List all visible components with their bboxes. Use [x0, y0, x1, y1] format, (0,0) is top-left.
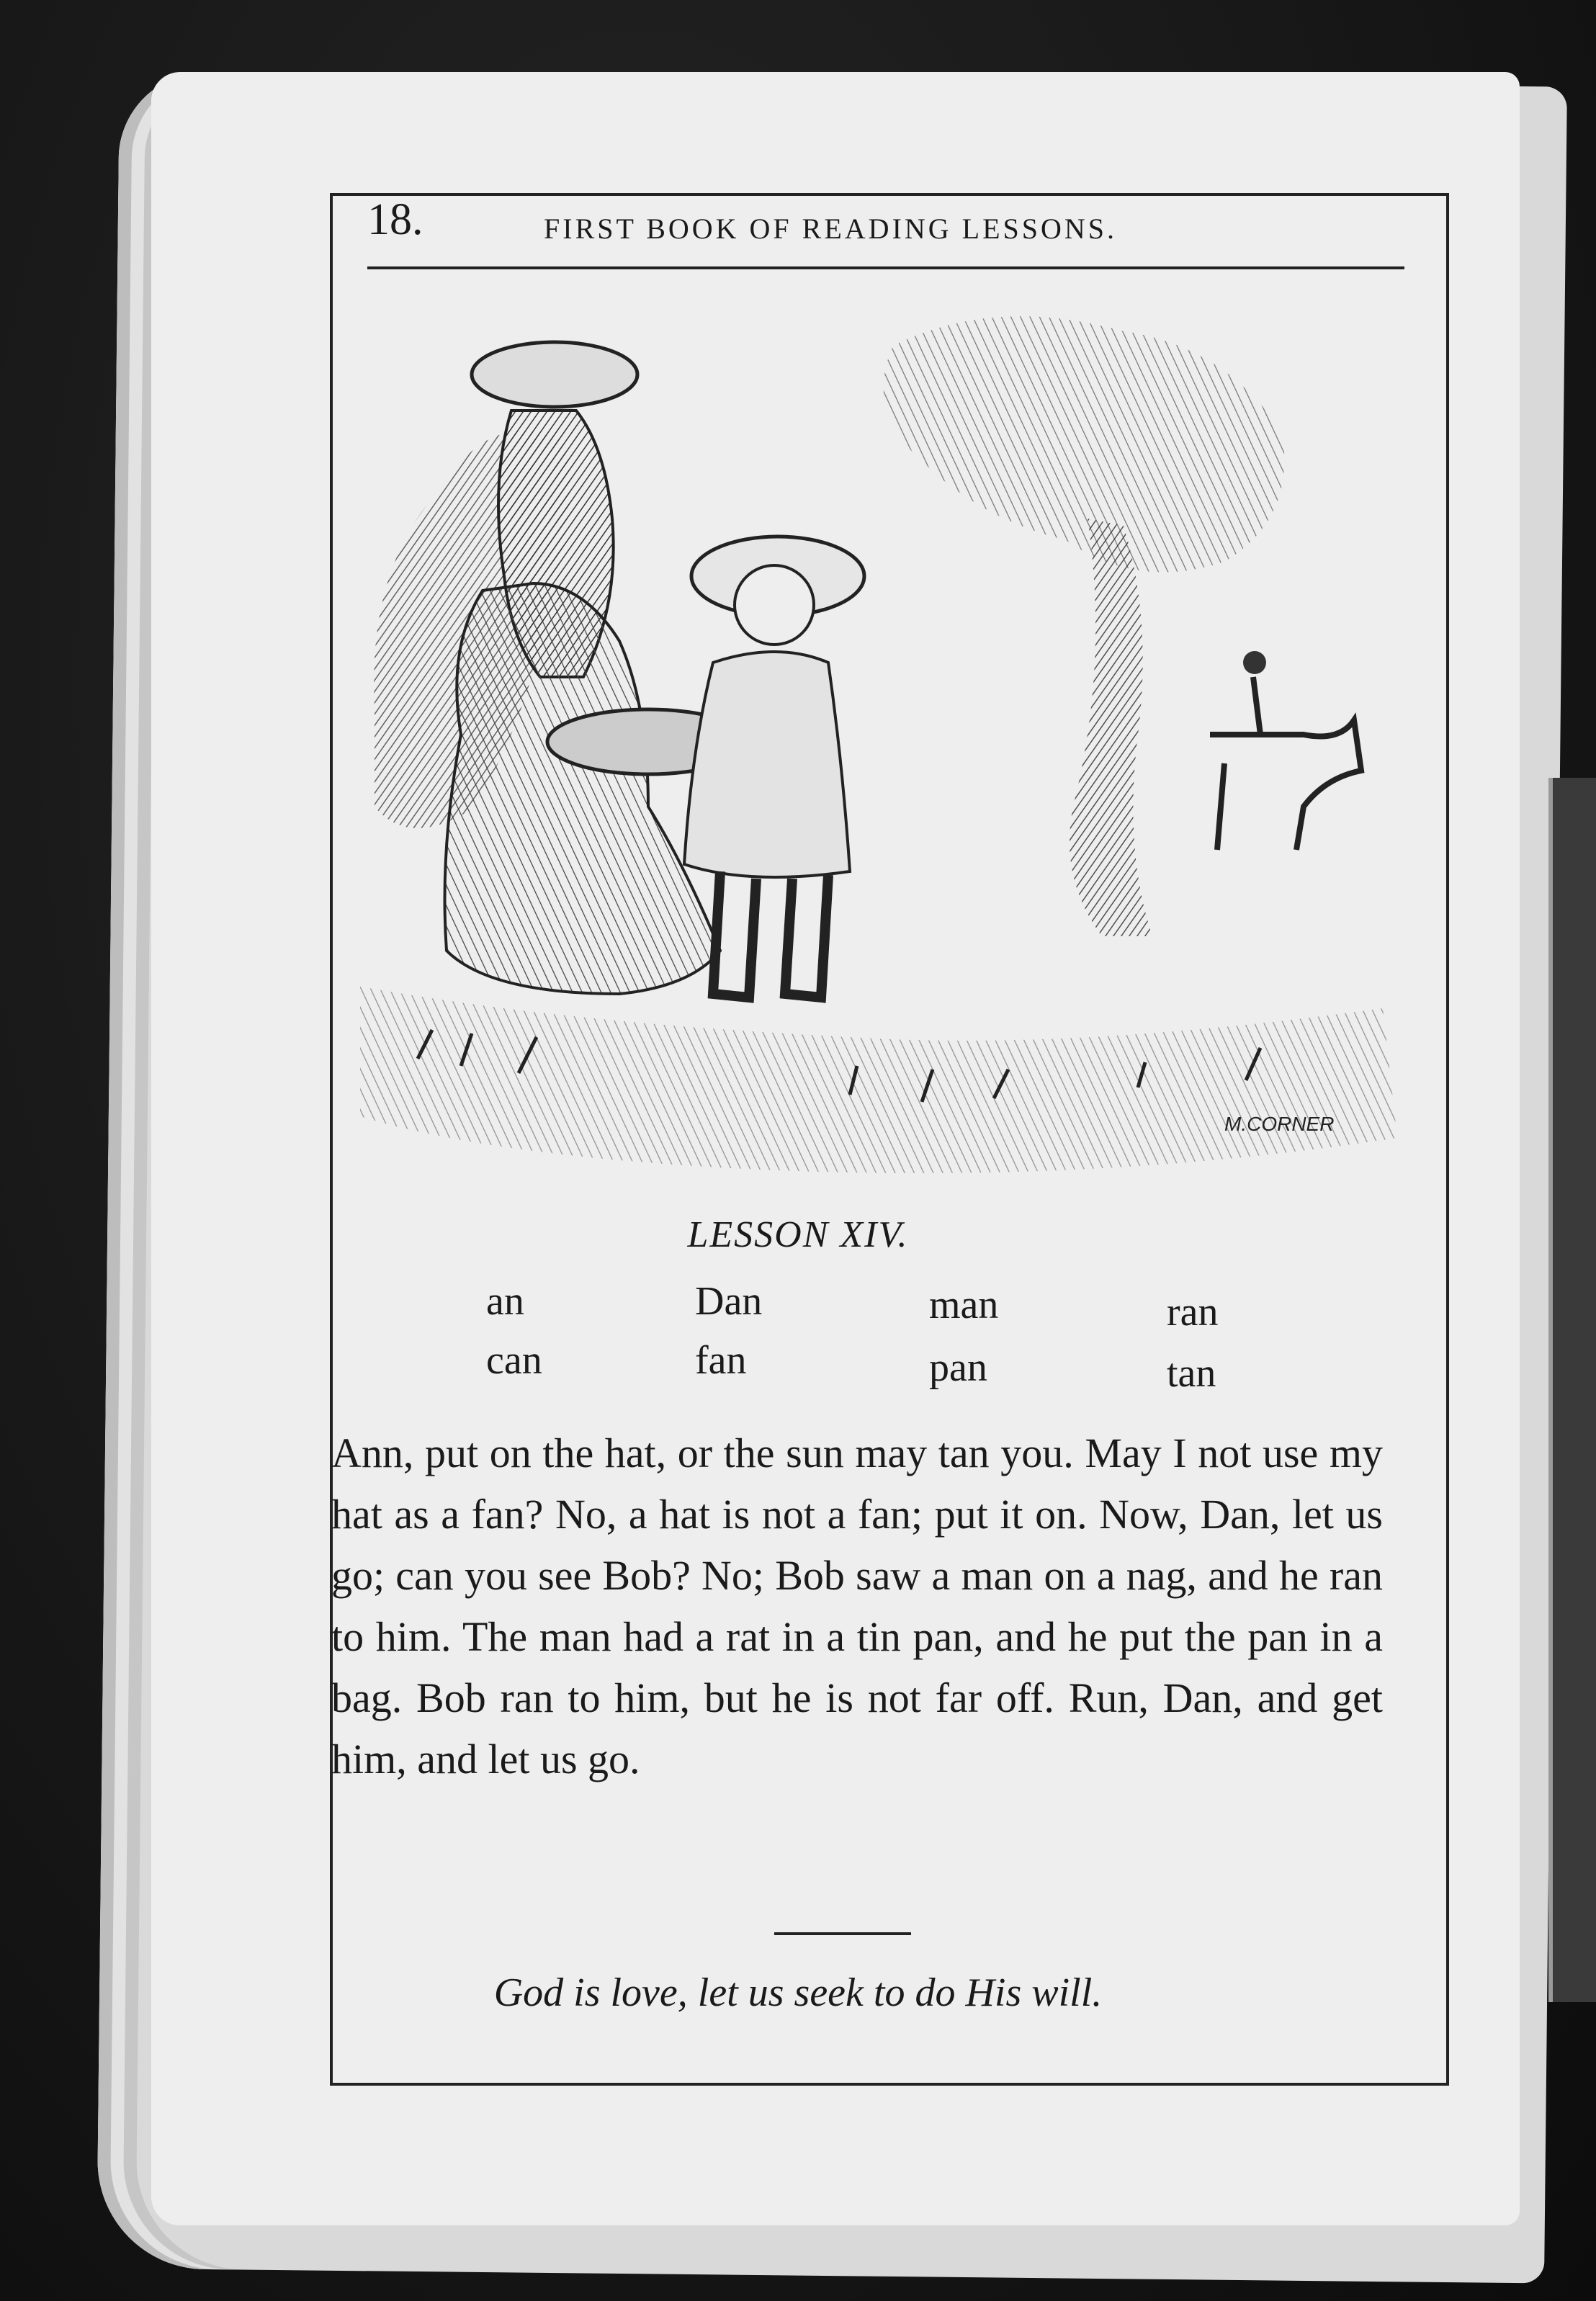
boy-body: [684, 652, 850, 877]
ground: [360, 987, 1397, 1173]
lesson-title: LESSON XIV.: [687, 1214, 909, 1255]
word-item: ran: [1167, 1290, 1219, 1335]
engraving-illustration: [346, 302, 1412, 1196]
boy-legs: [713, 871, 828, 997]
book-binding: [1548, 778, 1596, 2002]
word-item: Dan: [695, 1279, 763, 1324]
boy-head: [735, 565, 814, 645]
word-item: pan: [929, 1345, 987, 1390]
word-item: can: [486, 1338, 542, 1383]
lesson-body: Ann, put on the hat, or the sun may tan you. May I not use my hat as a fan? No, a hat is not a fan; put it on. Now, Dan, let us go; can you see Bob? No; Bob saw a man on a nag, and he ran to him. The man had a rat in a tin pan, and he put the pan in a bag. Bob ran to him, but he is not far off. Run, Dan, and get him, and let us go.: [331, 1430, 1383, 1782]
word-item: fan: [695, 1338, 747, 1383]
girl-hat-back: [472, 342, 637, 407]
word-item: an: [486, 1279, 524, 1324]
tree-trunk: [1070, 519, 1152, 936]
section-rule: [774, 1932, 911, 1935]
word-item: tan: [1167, 1351, 1216, 1396]
girl-seated: [445, 583, 721, 994]
page-header: [367, 194, 1404, 269]
rider-on-horse: [1210, 677, 1361, 850]
word-item: man: [929, 1283, 999, 1327]
tree-canopy: [884, 316, 1285, 572]
page-number: 18.: [367, 195, 423, 244]
engraver-signature: M.CORNER: [1224, 1113, 1335, 1135]
running-head: FIRST BOOK OF READING LESSONS.: [544, 212, 1118, 245]
motto: God is love, let us seek to do His will.: [493, 1970, 1103, 2015]
rider-head: [1243, 651, 1266, 674]
word-list: [475, 1278, 1340, 1408]
